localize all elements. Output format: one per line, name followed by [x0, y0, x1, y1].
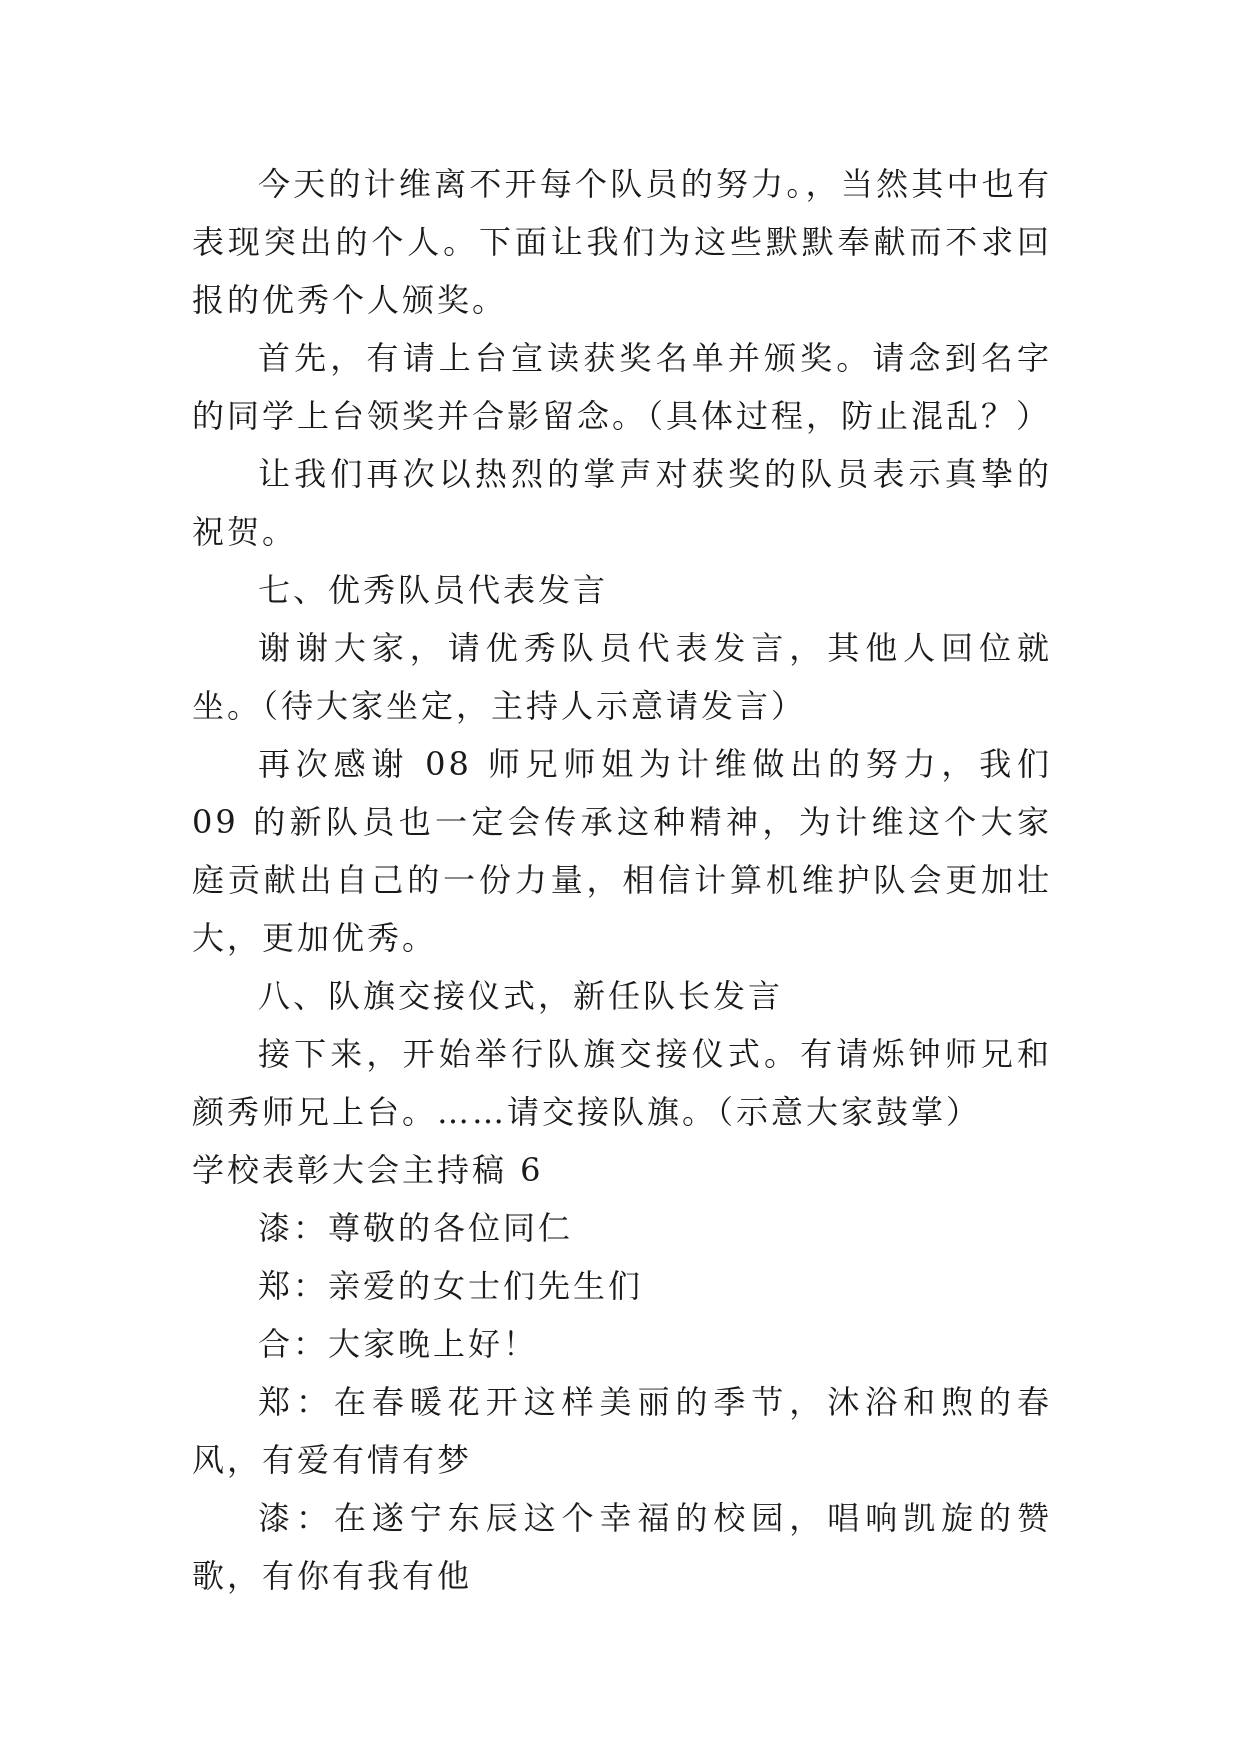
dialogue-line: 郑：在春暖花开这样美丽的季节，沐浴和煦的春风，有爱有情有梦: [192, 1383, 1052, 1479]
dialogue-line: 漆：尊敬的各位同仁: [258, 1209, 574, 1247]
section-heading-eight: 八、队旗交接仪式，新任队长发言: [258, 977, 784, 1015]
paragraph-award-process: 首先，有请上台宣读获奖名单并颁奖。请念到名字的同学上台领奖并合影留念。（具体过程，防止混乱？）: [192, 339, 1052, 435]
section-heading-seven: 七、优秀队员代表发言: [258, 571, 609, 609]
dialogue-line: 合：大家晚上好！: [258, 1325, 539, 1363]
paragraph-thanks: 再次感谢 08 师兄师姐为计维做出的努力，我们 09 的新队员也一定会传承这种精神，为计维这个大家庭贡献出自己的一份力量，相信计算机维护队会更加壮大，更加优秀。: [192, 745, 1052, 957]
paragraph-representative-speech: 谢谢大家，请优秀队员代表发言，其他人回位就坐。（待大家坐定，主持人示意请发言）: [192, 629, 1052, 725]
paragraph-award-intro: 今天的计维离不开每个队员的努力。，当然其中也有表现突出的个人。下面让我们为这些默默奉献而不求回报的优秀个人颁奖。: [192, 165, 1052, 319]
dialogue-line: 漆：在遂宁东辰这个幸福的校园，唱响凯旋的赞歌，有你有我有他: [192, 1499, 1052, 1595]
paragraph-congratulations: 让我们再次以热烈的掌声对获奖的队员表示真挚的祝贺。: [192, 455, 1052, 551]
document-body: [192, 155, 1052, 1605]
document-section-title: 学校表彰大会主持稿 6: [192, 1151, 544, 1189]
paragraph-flag-handover: 接下来，开始举行队旗交接仪式。有请烁钟师兄和颜秀师兄上台。……请交接队旗。（示意大家鼓掌）: [192, 1035, 1052, 1131]
dialogue-line: 郑：亲爱的女士们先生们: [258, 1267, 644, 1305]
